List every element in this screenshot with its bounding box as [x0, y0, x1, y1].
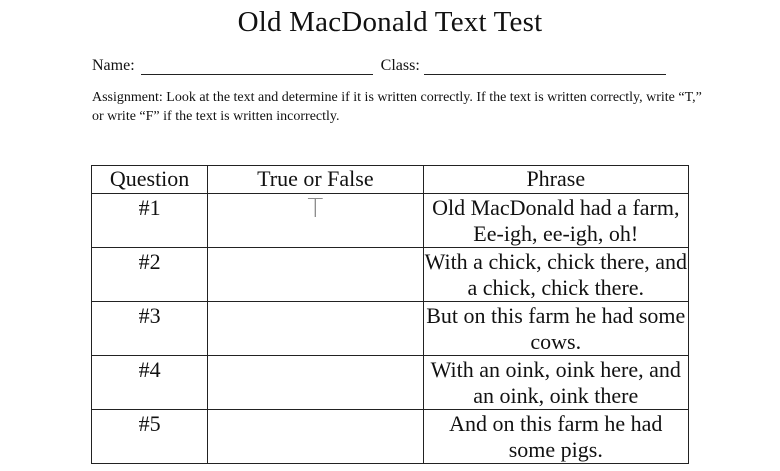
question-cell — [92, 302, 208, 356]
question-cell — [92, 194, 208, 248]
question-number: #4 — [138, 357, 161, 382]
question-cell — [92, 248, 208, 302]
header-question: Question — [92, 166, 208, 194]
phrase-text: With an oink, oink here, and an oink, oink there — [430, 357, 681, 408]
phrase-cell — [423, 356, 688, 410]
phrase-cell — [423, 194, 688, 248]
class-label: Class: — [380, 57, 420, 74]
question-cell — [92, 356, 208, 410]
phrase-cell — [423, 248, 688, 302]
phrase-text: Old MacDonald had a farm, Ee-igh, ee-igh, oh! — [432, 195, 680, 246]
table-row — [92, 410, 689, 464]
name-label: Name: — [92, 57, 135, 74]
question-number: #2 — [138, 249, 161, 274]
table-row — [92, 248, 689, 302]
answer-cell[interactable] — [208, 194, 423, 248]
table-row — [92, 194, 689, 248]
answer-cell[interactable] — [208, 356, 423, 410]
phrase-cell — [423, 410, 688, 464]
page-title: Old MacDonald Text Test — [237, 6, 543, 38]
table-row — [92, 356, 689, 410]
answer-table — [91, 165, 689, 464]
answer-value[interactable]: T — [307, 194, 324, 224]
name-field[interactable] — [141, 58, 373, 75]
phrase-text: With a chick, chick there, and a chick, chick there. — [424, 249, 687, 300]
answer-cell[interactable] — [208, 248, 423, 302]
phrase-text: But on this farm he had some cows. — [426, 303, 686, 354]
class-field[interactable] — [424, 58, 666, 75]
phrase-text: And on this farm he had some pigs. — [449, 411, 663, 462]
name-class-line — [92, 57, 666, 75]
table-row — [92, 302, 689, 356]
question-cell — [92, 410, 208, 464]
answer-cell[interactable] — [208, 410, 423, 464]
header-true-or-false: True or False — [208, 166, 423, 194]
table-header-row — [92, 166, 689, 194]
answer-cell[interactable] — [208, 302, 423, 356]
phrase-cell — [423, 302, 688, 356]
question-number: #1 — [138, 195, 161, 220]
question-number: #3 — [138, 303, 161, 328]
question-number: #5 — [138, 411, 161, 436]
assignment-instructions: Assignment: Look at the text and determine if it is written correctly. If the text is written correctly, write “T,” or write “F” if the text is written incorrectly. — [92, 90, 702, 124]
header-phrase: Phrase — [423, 166, 688, 194]
